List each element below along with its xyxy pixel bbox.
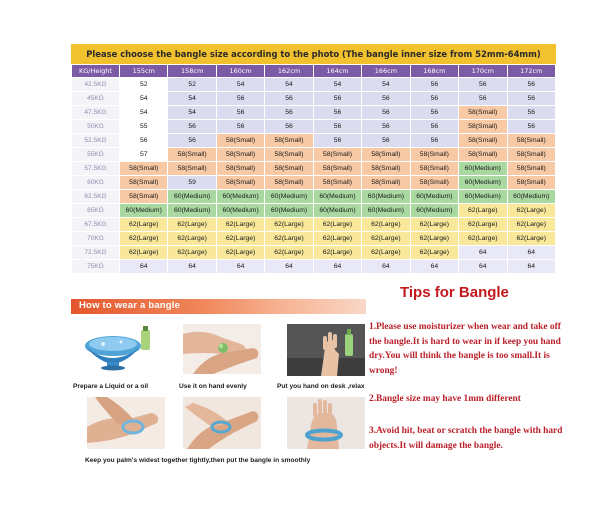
size-cell: 60(Medium) bbox=[459, 176, 506, 189]
size-cell: 64 bbox=[459, 246, 506, 259]
size-cell: 56 bbox=[508, 120, 556, 133]
table-row bbox=[72, 92, 555, 105]
step-caption-4: Keep you palm's widest together tightly,then put the bangle in smoothly bbox=[85, 457, 311, 464]
weight-cell: 47.5KG bbox=[72, 106, 119, 119]
bangle-size-chart bbox=[71, 44, 556, 274]
size-cell: 58(Small) bbox=[362, 162, 409, 175]
bowl-of-liquid-and-oil-bottle-photo bbox=[77, 324, 155, 374]
size-cell: 60(Medium) bbox=[314, 204, 361, 217]
size-cell: 60(Medium) bbox=[265, 204, 312, 217]
size-cell: 57 bbox=[120, 148, 167, 161]
column-header: 170cm bbox=[459, 65, 506, 77]
size-cell: 58(Small) bbox=[168, 162, 215, 175]
size-cell: 62(Large) bbox=[459, 232, 506, 245]
size-cell: 56 bbox=[411, 120, 458, 133]
table-row bbox=[72, 246, 555, 259]
size-cell: 60(Medium) bbox=[411, 204, 458, 217]
table-row bbox=[72, 232, 555, 245]
size-cell: 62(Large) bbox=[508, 204, 556, 217]
size-cell: 54 bbox=[168, 92, 215, 105]
size-cell: 62(Large) bbox=[314, 246, 361, 259]
hands-applying-liquid-photo bbox=[183, 324, 261, 374]
size-cell: 59 bbox=[168, 176, 215, 189]
size-cell: 62(Large) bbox=[508, 232, 556, 245]
weight-cell: 72.5KG bbox=[72, 246, 119, 259]
hand-on-desk-photo bbox=[287, 324, 365, 376]
size-cell: 56 bbox=[362, 92, 409, 105]
size-cell: 58(Small) bbox=[411, 148, 458, 161]
column-header: 155cm bbox=[120, 65, 167, 77]
weight-cell: 52.5KG bbox=[72, 134, 119, 147]
size-cell: 64 bbox=[314, 260, 361, 273]
size-cell: 56 bbox=[265, 106, 312, 119]
table-row bbox=[72, 176, 555, 189]
size-cell: 62(Large) bbox=[314, 232, 361, 245]
size-table bbox=[71, 64, 556, 274]
weight-cell: 50KG bbox=[72, 120, 119, 133]
size-cell: 62(Large) bbox=[362, 232, 409, 245]
size-cell: 64 bbox=[217, 260, 264, 273]
size-cell: 58(Small) bbox=[168, 148, 215, 161]
chart-title: Please choose the bangle size according to the photo (The bangle inner size from 52mm-64mm) bbox=[71, 44, 556, 64]
size-cell: 58(Small) bbox=[265, 162, 312, 175]
size-cell: 60(Medium) bbox=[217, 204, 264, 217]
size-cell: 60(Medium) bbox=[459, 190, 506, 203]
hands-sliding-bangle-photo bbox=[183, 397, 261, 449]
column-header: 162cm bbox=[265, 65, 312, 77]
size-cell: 56 bbox=[168, 134, 215, 147]
size-cell: 58(Small) bbox=[508, 134, 556, 147]
size-cell: 54 bbox=[314, 78, 361, 91]
size-cell: 54 bbox=[168, 106, 215, 119]
bangle-on-wrist-photo bbox=[287, 397, 365, 449]
size-cell: 56 bbox=[314, 92, 361, 105]
table-body bbox=[72, 78, 555, 273]
size-cell: 56 bbox=[459, 92, 506, 105]
size-cell: 56 bbox=[508, 106, 556, 119]
weight-cell: 45KG bbox=[72, 92, 119, 105]
size-cell: 60(Medium) bbox=[508, 190, 556, 203]
weight-cell: 75KG bbox=[72, 260, 119, 273]
size-cell: 54 bbox=[120, 92, 167, 105]
size-cell: 64 bbox=[265, 260, 312, 273]
weight-cell: 67.5KG bbox=[72, 218, 119, 231]
how-to-wear-banner bbox=[71, 299, 366, 314]
size-cell: 58(Small) bbox=[459, 106, 506, 119]
size-cell: 58(Small) bbox=[265, 134, 312, 147]
size-cell: 56 bbox=[265, 120, 312, 133]
size-cell: 58(Small) bbox=[265, 148, 312, 161]
size-cell: 62(Large) bbox=[508, 218, 556, 231]
size-cell: 64 bbox=[120, 260, 167, 273]
size-cell: 56 bbox=[362, 120, 409, 133]
size-cell: 60(Medium) bbox=[362, 190, 409, 203]
table-row bbox=[72, 260, 555, 273]
size-cell: 62(Large) bbox=[168, 246, 215, 259]
size-cell: 62(Large) bbox=[217, 232, 264, 245]
size-cell: 56 bbox=[508, 78, 556, 91]
size-cell: 56 bbox=[411, 106, 458, 119]
size-cell: 58(Small) bbox=[411, 162, 458, 175]
size-cell: 56 bbox=[459, 78, 506, 91]
size-cell: 62(Large) bbox=[120, 232, 167, 245]
weight-cell: 55KG bbox=[72, 148, 119, 161]
size-cell: 58(Small) bbox=[459, 120, 506, 133]
column-header: 166cm bbox=[362, 65, 409, 77]
size-cell: 62(Large) bbox=[314, 218, 361, 231]
size-cell: 58(Small) bbox=[362, 148, 409, 161]
size-cell: 58(Small) bbox=[314, 148, 361, 161]
table-row bbox=[72, 134, 555, 147]
size-cell: 58(Small) bbox=[508, 176, 556, 189]
size-cell: 60(Medium) bbox=[459, 162, 506, 175]
size-cell: 58(Small) bbox=[120, 162, 167, 175]
size-cell: 60(Medium) bbox=[362, 204, 409, 217]
size-cell: 56 bbox=[120, 134, 167, 147]
column-header: 158cm bbox=[168, 65, 215, 77]
size-cell: 54 bbox=[217, 78, 264, 91]
column-header: 172cm bbox=[508, 65, 556, 77]
size-cell: 60(Medium) bbox=[168, 190, 215, 203]
table-row bbox=[72, 148, 555, 161]
table-row bbox=[72, 218, 555, 231]
hand-pressed-together-photo bbox=[87, 397, 165, 449]
size-cell: 60(Medium) bbox=[265, 190, 312, 203]
size-cell: 56 bbox=[362, 134, 409, 147]
size-cell: 58(Small) bbox=[217, 176, 264, 189]
size-cell: 62(Large) bbox=[265, 218, 312, 231]
size-cell: 64 bbox=[362, 260, 409, 273]
size-cell: 56 bbox=[362, 106, 409, 119]
table-header-row bbox=[72, 65, 555, 77]
size-cell: 62(Large) bbox=[411, 246, 458, 259]
size-cell: 56 bbox=[217, 120, 264, 133]
size-cell: 56 bbox=[265, 92, 312, 105]
tip-1: 1.Please use moisturizer when wear and take off the bangle.It is hard to wear in if keep you hand dry.You will think the bangle is too small.It is wrong! bbox=[369, 322, 561, 376]
tip-3: 3.Avoid hit, beat or scratch the bangle with hard objects.It will damage the bangle. bbox=[369, 426, 563, 451]
size-cell: 58(Small) bbox=[217, 134, 264, 147]
size-cell: 58(Small) bbox=[217, 162, 264, 175]
size-cell: 58(Small) bbox=[265, 176, 312, 189]
table-row bbox=[72, 120, 555, 133]
table-row bbox=[72, 190, 555, 203]
size-cell: 58(Small) bbox=[508, 148, 556, 161]
size-cell: 56 bbox=[411, 78, 458, 91]
size-cell: 62(Large) bbox=[362, 246, 409, 259]
size-cell: 56 bbox=[508, 92, 556, 105]
size-cell: 62(Large) bbox=[265, 232, 312, 245]
size-cell: 64 bbox=[459, 260, 506, 273]
weight-cell: 65KG bbox=[72, 204, 119, 217]
size-cell: 54 bbox=[362, 78, 409, 91]
size-cell: 54 bbox=[120, 106, 167, 119]
size-cell: 52 bbox=[120, 78, 167, 91]
size-cell: 56 bbox=[314, 106, 361, 119]
size-cell: 58(Small) bbox=[411, 176, 458, 189]
size-cell: 58(Small) bbox=[120, 190, 167, 203]
size-cell: 58(Small) bbox=[120, 176, 167, 189]
weight-cell: 70KG bbox=[72, 232, 119, 245]
column-header: KG/Height bbox=[72, 65, 119, 77]
size-cell: 62(Large) bbox=[120, 218, 167, 231]
size-cell: 58(Small) bbox=[508, 162, 556, 175]
size-cell: 56 bbox=[217, 92, 264, 105]
size-cell: 56 bbox=[411, 92, 458, 105]
size-cell: 62(Large) bbox=[411, 232, 458, 245]
size-cell: 58(Small) bbox=[459, 134, 506, 147]
size-cell: 56 bbox=[314, 134, 361, 147]
size-cell: 60(Medium) bbox=[120, 204, 167, 217]
size-cell: 60(Medium) bbox=[217, 190, 264, 203]
size-cell: 62(Large) bbox=[168, 218, 215, 231]
tips-title: Tips for Bangle bbox=[400, 284, 509, 301]
size-cell: 58(Small) bbox=[459, 148, 506, 161]
table-row bbox=[72, 78, 555, 91]
weight-cell: 60KG bbox=[72, 176, 119, 189]
size-cell: 62(Large) bbox=[459, 218, 506, 231]
how-to-wear-title: How to wear a bangle bbox=[79, 300, 181, 311]
size-cell: 62(Large) bbox=[120, 246, 167, 259]
size-cell: 58(Small) bbox=[217, 148, 264, 161]
size-cell: 62(Large) bbox=[459, 204, 506, 217]
size-cell: 62(Large) bbox=[265, 246, 312, 259]
size-cell: 56 bbox=[314, 120, 361, 133]
size-cell: 62(Large) bbox=[217, 218, 264, 231]
step-caption-2: Use it on hand evenly bbox=[179, 383, 247, 390]
size-cell: 60(Medium) bbox=[314, 190, 361, 203]
tip-2: 2.Bangle size may have 1mm different bbox=[369, 394, 521, 404]
size-cell: 58(Small) bbox=[314, 162, 361, 175]
step-caption-3: Put you hand on desk ,relax bbox=[277, 383, 365, 390]
size-cell: 58(Small) bbox=[314, 176, 361, 189]
size-cell: 54 bbox=[265, 78, 312, 91]
size-cell: 64 bbox=[168, 260, 215, 273]
how-to-wear-section bbox=[71, 299, 366, 475]
size-cell: 62(Large) bbox=[411, 218, 458, 231]
size-cell: 60(Medium) bbox=[168, 204, 215, 217]
table-row bbox=[72, 106, 555, 119]
size-cell: 56 bbox=[411, 134, 458, 147]
table-row bbox=[72, 204, 555, 217]
size-cell: 58(Small) bbox=[362, 176, 409, 189]
size-cell: 56 bbox=[168, 120, 215, 133]
column-header: 164cm bbox=[314, 65, 361, 77]
table-row bbox=[72, 162, 555, 175]
weight-cell: 62.5KG bbox=[72, 190, 119, 203]
column-header: 168cm bbox=[411, 65, 458, 77]
size-cell: 62(Large) bbox=[362, 218, 409, 231]
size-cell: 62(Large) bbox=[168, 232, 215, 245]
size-cell: 60(Medium) bbox=[411, 190, 458, 203]
size-cell: 62(Large) bbox=[217, 246, 264, 259]
step-caption-1: Prepare a Liquid or a oil bbox=[73, 383, 149, 390]
size-cell: 56 bbox=[217, 106, 264, 119]
size-cell: 55 bbox=[120, 120, 167, 133]
size-cell: 64 bbox=[411, 260, 458, 273]
weight-cell: 42.5KG bbox=[72, 78, 119, 91]
weight-cell: 57.5KG bbox=[72, 162, 119, 175]
size-cell: 64 bbox=[508, 246, 556, 259]
column-header: 160cm bbox=[217, 65, 264, 77]
size-cell: 52 bbox=[168, 78, 215, 91]
size-cell: 64 bbox=[508, 260, 556, 273]
